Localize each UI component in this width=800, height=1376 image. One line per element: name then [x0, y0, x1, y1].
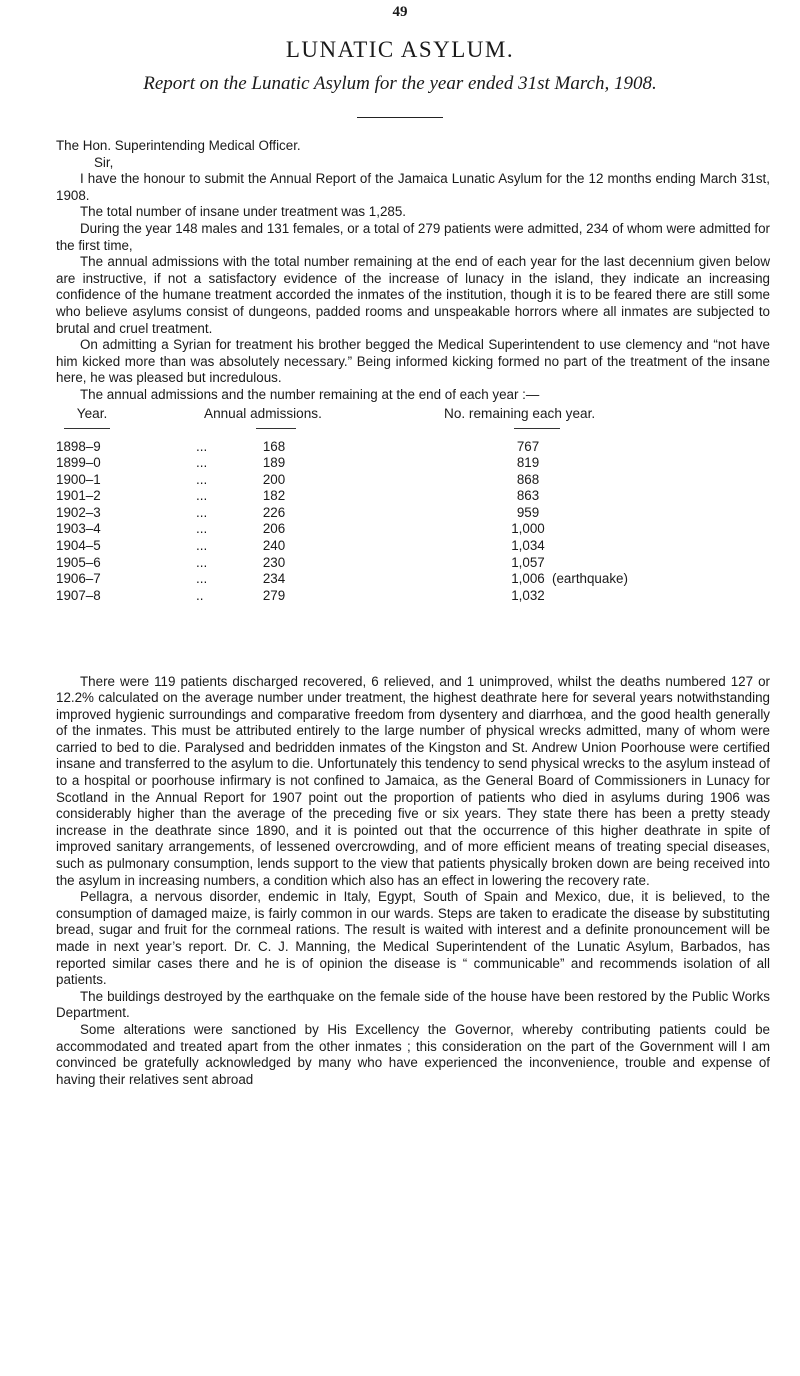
row-leader-dots: ..	[196, 587, 204, 603]
report-body	[56, 138, 770, 1088]
row-admissions: 189	[262, 455, 286, 471]
table-row	[56, 455, 770, 472]
row-remaining: 868	[516, 471, 540, 487]
table-row	[56, 439, 770, 456]
salutation-sir: Sir,	[94, 154, 114, 170]
row-leader-dots: ...	[196, 521, 208, 537]
row-admissions: 200	[262, 471, 286, 487]
row-leader-dots: ...	[196, 554, 208, 570]
row-admissions: 226	[262, 504, 286, 520]
table-header-remaining: No. remaining each year.	[444, 405, 596, 421]
row-note: (earthquake)	[552, 571, 628, 587]
table-row	[56, 488, 770, 505]
table-header-underline	[256, 428, 296, 429]
paragraph-buildings: The buildings destroyed by the earthquake on the female side of the house have been restored by the Public Works Department.	[56, 988, 770, 1021]
row-remaining: 1,000	[511, 521, 545, 537]
table-row	[56, 505, 770, 522]
row-leader-dots: ...	[196, 438, 208, 454]
row-admissions: 234	[262, 571, 286, 587]
row-year: 1899–0	[56, 455, 101, 471]
row-year: 1905–6	[56, 554, 101, 570]
row-remaining: 1,057	[511, 554, 545, 570]
row-year: 1904–5	[56, 538, 101, 554]
table-header-admissions: Annual admissions.	[204, 405, 322, 421]
row-admissions: 182	[262, 488, 286, 504]
table-header-underline	[64, 428, 110, 429]
paragraph-deaths: There were 119 patients discharged recovered, 6 relieved, and 1 unimproved, whilst the deaths numbered 127 or 12.2% calculated on the average number under treatment, the highest deathrate here for several years notwithstanding improved hygienic surroundings and comparative freedom from dysentery and diarrhœa, and the good health generally of the inmates. This must be attributed entirely to the large number of physical wrecks admitted, many of whom were carried to bed to die. Paralysed and bedridden inmates of the Kingston and St. Andrew Union Poorhouse were certified insane and transferred to the asylum to die. Unfortunately this tendency to send physical wrecks to the asylum instead of to a hospital or poorhouse infirmary is not confined to Jamaica, as the General Board of Commissioners in Lunacy for Scotland in the Annual Report for 1907 point out the proportion of patients who died in asylums during 1906 was considerably higher than the average of the preceding five or six years. They state there has been a pretty steady increase in the deathrate since 1890, and it is pointed out that the occurrence of this higher deathrate in spite of improved sanitary arrangements, of lessened overcrowding, and of more efficient means of treating special diseases, such as pulmonary consumption, lends support to the view that patients physically broken down are being received into the asylum in increasing numbers, a condition which also has an effect in lowering the recovery rate.	[56, 673, 770, 888]
row-year: 1903–4	[56, 521, 101, 537]
report-subtitle: Report on the Lunatic Asylum for the year ended 31st March, 1908.	[143, 73, 657, 94]
row-admissions: 279	[262, 587, 286, 603]
paragraph-intro-4: The annual admissions with the total number remaining at the end of each year for the last decennium given below are instructive, if not a satisfactory evidence of the increase of lunacy in the island, they indicate an increasing confidence of the humane treatment accorded the inmates of the institution, though it is to be feared there are still some who believe asylums consist of dungeons, padded rooms and unspeakable horrors where all inmates are subjected to brutal and cruel treatment.	[56, 254, 770, 336]
row-admissions: 168	[262, 438, 286, 454]
table-header-underline	[514, 428, 560, 429]
row-year: 1907–8	[56, 587, 101, 603]
row-year: 1900–1	[56, 471, 101, 487]
admissions-table	[56, 406, 770, 674]
table-row	[56, 521, 770, 538]
row-year: 1906–7	[56, 571, 101, 587]
row-remaining: 959	[516, 504, 540, 520]
row-remaining: 1,032	[511, 587, 545, 603]
row-remaining: 1,034	[511, 538, 545, 554]
row-remaining: 819	[516, 455, 540, 471]
paragraph-intro-6: The annual admissions and the number remaining at the end of each year :—	[80, 386, 540, 402]
row-remaining: 1,006	[511, 571, 545, 587]
paragraph-intro-3: During the year 148 males and 131 females, or a total of 279 patients were admitted, 234 of whom were admitted for the first time,	[56, 220, 771, 253]
row-leader-dots: ...	[196, 455, 208, 471]
row-year: 1902–3	[56, 504, 101, 520]
table-row	[56, 555, 770, 572]
title-divider	[357, 117, 443, 118]
row-year: 1901–2	[56, 488, 101, 504]
paragraph-intro-1: I have the honour to submit the Annual Report of the Jamaica Lunatic Asylum for the 12 months ending March 31st, 1908.	[56, 171, 770, 203]
row-leader-dots: ...	[196, 504, 208, 520]
table-row	[56, 588, 770, 605]
row-remaining: 863	[516, 488, 540, 504]
addressee: The Hon. Superintending Medical Officer.	[56, 138, 301, 153]
paragraph-intro-5: On admitting a Syrian for treatment his brother begged the Medical Superintendent to use clemency and “not have him kicked more than was absolutely necessary.” Being informed kicking formed no part of the treatment of the insane here, he was pleased but incredulous.	[56, 337, 770, 386]
row-admissions: 240	[262, 538, 286, 554]
table-body	[56, 439, 770, 605]
row-leader-dots: ...	[196, 488, 208, 504]
report-title: LUNATIC ASYLUM.	[285, 37, 515, 62]
table-row	[56, 538, 770, 555]
page-number: 49	[392, 4, 408, 20]
row-admissions: 230	[262, 554, 286, 570]
table-header-year: Year.	[76, 405, 108, 421]
paragraph-alterations: Some alterations were sanctioned by His Excellency the Governor, whereby contributing patients could be accommodated and treated apart from the other inmates ; this consideration on the part of the Government will I am convinced be gratefully acknowledged by many who have experienced the inconvenience, trouble and expense of having their relatives sent abroad	[56, 1021, 770, 1087]
row-leader-dots: ...	[196, 571, 208, 587]
row-leader-dots: ...	[196, 471, 208, 487]
row-admissions: 206	[262, 521, 286, 537]
table-row	[56, 472, 770, 489]
paragraph-intro-2: The total number of insane under treatment was 1,285.	[80, 204, 407, 220]
row-year: 1898–9	[56, 438, 101, 454]
row-leader-dots: ...	[196, 538, 208, 554]
row-remaining: 767	[516, 438, 540, 454]
paragraph-pellagra: Pellagra, a nervous disorder, endemic in Italy, Egypt, South of Spain and Mexico, due, it is believed, to the consumption of damaged maize, is fairly common in our wards. Steps are taken to eradicate the disease by substituting bread, sugar and fruit for the cornmeal rations. The result is waited with interest and a definite pronouncement will be made in next year’s report. Dr. C. J. Manning, the Medical Superintendent of the Lunatic Asylum, Barbados, has reported similar cases there and he is of opinion the disease is “ communicable” and recommends isolation of all patients.	[56, 889, 770, 988]
table-row	[56, 571, 770, 588]
